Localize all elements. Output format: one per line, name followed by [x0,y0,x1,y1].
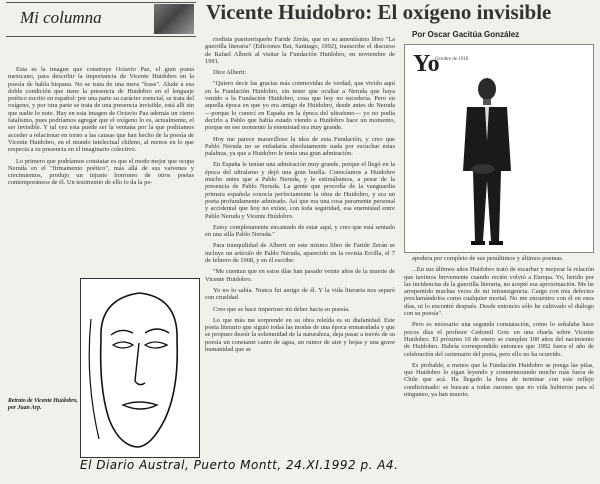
paragraph: Hoy me parece maravilloso la idea de esta Fundación, y creo que Pablo Neruda no se enfadaría absolutamente nada por escuchar estas palabras, ya que a Huidobro le tenía una gran admiración. [205,135,395,158]
photo-stamp: Octubre de 1918 [435,57,469,62]
columnist-photo [154,4,194,34]
paragraph: riodista puertorriqueño Faride Zerán, que en su ameniísimo libro "La guerrilla literaria" (Ediciones Bat, Santiago, 1992), transcribe el discurso de Rafael Alberti al visitar la Fundación Huidobro, en noviembre de 1991. [205,36,395,65]
paragraph: "Me cuentan que en estos días han pasado veinte años de la muerte de Vicente Huidobro. [205,268,395,283]
arp-portrait-drawing [80,278,200,458]
text-column-1 [8,66,194,278]
text-column-2 [205,36,395,484]
column-title: Mi columna [20,8,102,27]
paragraph: Esta es la imagen que construye Octavio Paz, el gran poeta mexicano, para describir la importancia de Vicente Huidobro en la poesía de habla hispana. No se trata de una mera "frase". Alude a esa doble condición que tiene la presencia de Huidobro en el lenguaje poético escrito en español: por una parte su carácter esencial, se trata del oxígeno, y por otra parte se trata de una presencia invisible, está allí sin que nadie lo note. Hay en esta imagen de Octavio Paz además un cierto fatalismo, pues podríamos agregar que el oxígeno lo es, actualmente, el ser invisible. Y tal vez esta puede ser la ventana por la que podríamos acceder a relacionar en torno a las causas que han hecho de la poesía de Vicente Huidobro, en el mundo intelectual chileno, al menos en lo que respecta a su presencia en el imaginario colectivo. [8,66,194,154]
article-headline: Vicente Huidobro: El oxígeno invisible [206,0,552,24]
line-drawing-face [81,279,199,457]
paragraph: Creo que se hace imperioso mi deber hacia su poesía. [213,305,350,313]
paragraph: "Quiero decir las gracias más conmovidas de verdad, que vivido aquí en la Fundación Huidobro, sin tener que ocultar a Neruda que haya venido a la Fundación Huidobro, cosa que hoy no sucedería. Pero en aquella época en que yo era amigo de Huidobro, desde antes de Neruda —porque lo conocí en España en la época del ultraísmo— yo no podía decirlo a Pablo que había estado viendo a Huidobro hace un momento, porque en ese momento la enemistad era muy grande. [205,80,395,132]
paragraph: Estoy completamente encantado de estar aquí, y creo que está sentado en una silla Pablo Neruda." [205,223,395,239]
article-byline: Por Oscar Gacitúa González [412,30,520,39]
text-column-3 [404,255,594,470]
column-header [6,2,196,40]
paragraph: Dice Alberti: [213,69,247,77]
paragraph: Para tranquilidad de Alberti en este mismo libro de Faride Zerán se incluye un artículo de Pablo Neruda, aparecido en la revista Ercilla, el 7 de febrero de 1968, y en él escribe: [205,242,395,265]
photo-big-letter: Yo [413,51,440,77]
paragraph: En España le tenían una admiración muy grande, porque el llegó en la época del ultraísmo y dejó una gran huella. Conocíamos a Huidobro mucho antes que a Pablo Neruda, y le estimábamos, a pesar de la presencia de Pablo Neruda. La gente que procedía de la vanguardia primera española conocía perfectamente la obra de Huidobro, y era un poeta profundamente admirado. Así que era una cosa puramente personal y accidental que hoy no existe, con toda seguridad, esa enemistad entre Pablo Neruda y Vicente Huidobro. [205,161,395,220]
standing-man-figure [445,71,525,249]
header-rule-top [6,2,196,3]
huidobro-photo [404,44,594,253]
header-rule-bottom [6,36,196,37]
portrait-caption: Retrato de Vicente Huidobro, por Juan Arp. [8,398,78,411]
paragraph: Pero es necesario una segunda constatación, como lo señalaba hace pocos días el profesor Cedomil Goic en una charla sobre Vicente Huidobro. El próximo 10 de enero se cumplen 100 años del nacimiento de Huidobro. Habría correspondido entonces que 1992 fuera el año de celebración del centenario del poeta, pero ello no ha ocurrido. [404,321,594,358]
paragraph: Lo primero que podríamos constatar es que el modo mejor que ocupa Neruda en el "firmamento poético", más allá de sus vaivenes y crecimientos, produjo un injusto borroneo de otros poetas contemporáneos de él. Un testimonio de ello lo da la pe- [8,157,194,187]
paragraph: Yo no lo sabía. Nunca fui amigo de él. Y la vida literaria nos separó con crueldad. [205,286,395,302]
paragraph: apodera por completo de sus penúltimos y últimos poemas. [412,255,564,262]
paragraph: Es probable, a menos que la Fundación Huidobro se ponga las pilas, que Huidobro lo sigan leyendo y conmemorando mucho más fuera de Chile que acá. Ha llegado la hora de terminar con este reflejo condicionado: se buscan a todas razones que no vida hubieron para el ninguneo, ya han muerto. [404,361,594,399]
handwritten-source-note: El Diario Austral, Puerto Montt, 24.XI.1992 p. A4. [80,458,399,472]
paragraph: ...En sus últimos años Huidobro trató de escarbar y mejorar la relación que tuvimos brevemente cuando recién volvió a Europa. Yo, herido por las incidencias de la guerrilla literaria, no acepté esa aproximación. Me he arrepentido muchas veces de mi intransigencia. Cargo con mis defectos proclamándolos como cualquier mortal. No me encuentro con él en esos días, ni lo encontré después. Desde entonces sólo he cultivado el diálogo con su poesía". [404,266,594,318]
paragraph: Lo que más me sorprende en su obra releída es su diafanidad. Este poeta literario que siguió todas las modas de una época enmarañada y que se propuso desoír la solemnidad de la naturaleza, deja pasar a través de su poesía un constante canto de agua, un rumor de aire y hojas y una grave humanidad que se [205,316,395,353]
